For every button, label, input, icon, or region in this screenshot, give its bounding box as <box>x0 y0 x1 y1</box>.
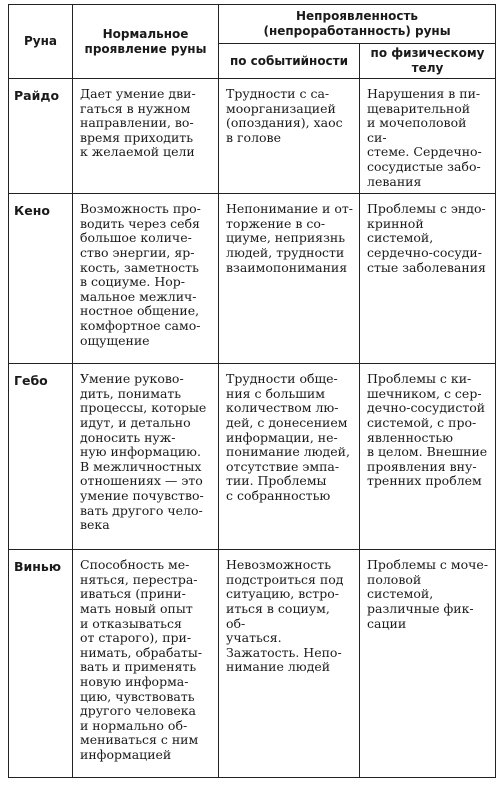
table-row <box>9 79 496 194</box>
events-cell: Непонимание и от- торжение в со- циуме, неприязнь людей, трудности взаимопонимания <box>219 194 360 364</box>
header-rune: Руна <box>9 5 73 79</box>
physical-cell: Проблемы с эндо- кринной системой, сердечно-сосуди- стые заболевания <box>360 194 496 364</box>
events-cell: Трудности обще- ния с большим количеством лю- дей, с донесением информации, не- понимание людей, отсутствие эмпа- тии. Проблемы с собранностью <box>219 364 360 550</box>
header-unmanifested: Непроявленность (непроработанность) руны <box>219 5 496 44</box>
header-by-physical: по физическому телу <box>360 44 496 79</box>
physical-cell: Проблемы с ки- шечником, с сер- дечно-сосудистой системой, с про- явленностью в целом. Внешние проявления вну- тренних проблем <box>360 364 496 550</box>
table-row <box>9 364 496 550</box>
normal-cell: Возможность про- водить через себя большое количе- ство энергии, яр- кость, заметность в социуме. Нор- мальное межлич- ностное общение, комфортное само- ощущение <box>73 194 219 364</box>
rune-name: Кено <box>9 194 73 364</box>
table-row <box>9 550 496 778</box>
physical-cell: Проблемы с моче- половой системой, различные фик- сации <box>360 550 496 778</box>
rune-name: Гебо <box>9 364 73 550</box>
normal-cell: Дает умение дви- гаться в нужном направлении, во- время приходить к желаемой цели <box>73 79 219 194</box>
rune-name: Винью <box>9 550 73 778</box>
rune-name: Райдо <box>9 79 73 194</box>
normal-cell: Способность ме- няться, перестра- иваться (прини- мать новый опыт и отказываться от старого), при- нимать, обрабаты- вать и применять новую информа- цию, чувствовать другого человека и нормально об- мениваться с ним информацией <box>73 550 219 778</box>
header-normal: Нормальное проявление руны <box>73 5 219 79</box>
runes-table <box>8 4 496 778</box>
normal-cell: Умение руково- дить, понимать процессы, которые идут, и детально доносить нуж- ную информацию. В межличностных отношениях — это умение почувство- вать другого чело- века <box>73 364 219 550</box>
header-by-events: по событийности <box>219 44 360 79</box>
physical-cell: Нарушения в пи- щеварительной и мочеполовой си- стеме. Сердечно- сосудистые забо- левания <box>360 79 496 194</box>
events-cell: Трудности с са- моорганизацией (опоздания), хаос в голове <box>219 79 360 194</box>
events-cell: Невозможность подстроиться под ситуацию, встро- иться в социум, об- учаться. Зажатость. Непо- нимание людей <box>219 550 360 778</box>
table-row <box>9 194 496 364</box>
